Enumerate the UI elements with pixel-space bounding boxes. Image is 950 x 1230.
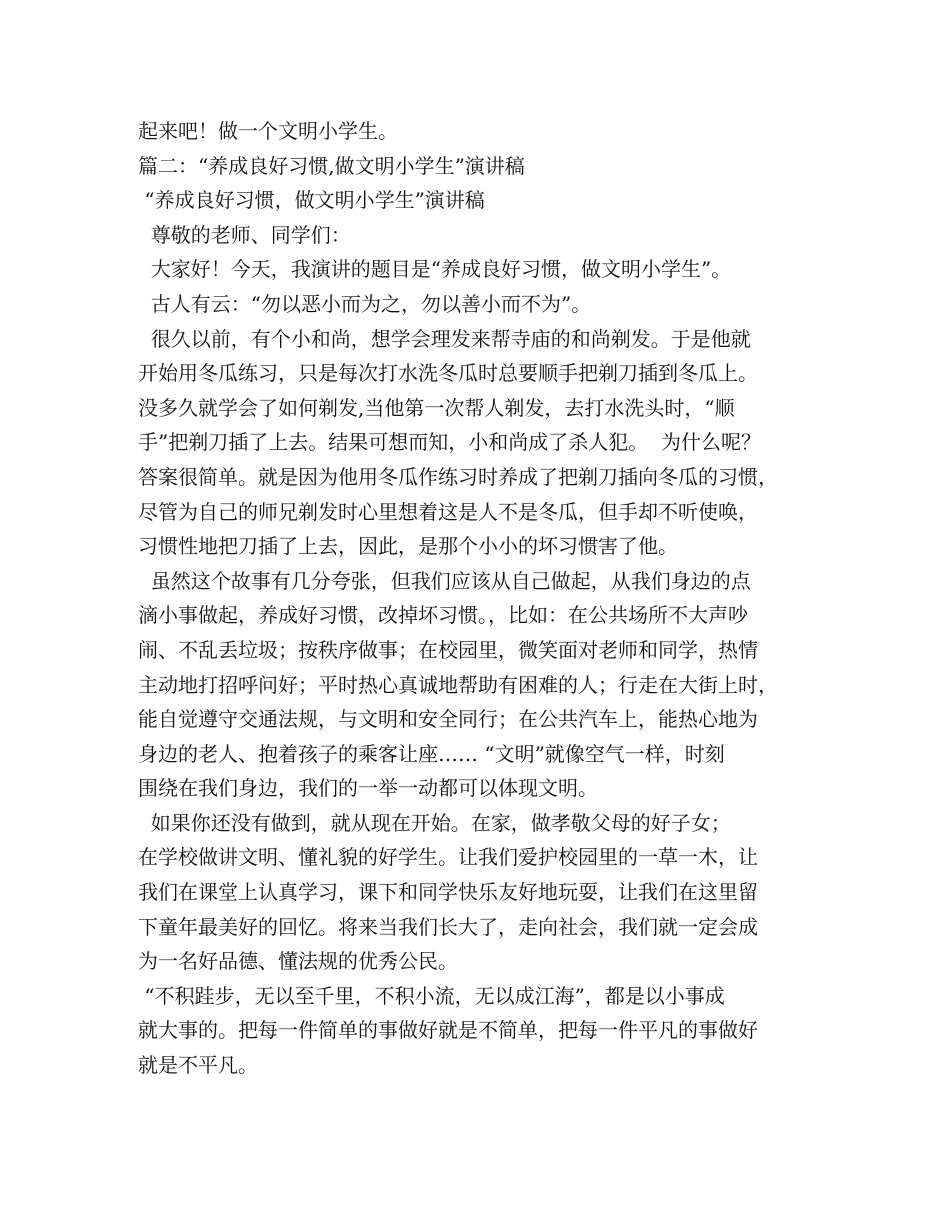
text-line: 身边的老人、抱着孩子的乘客让座…… “文明”就像空气一样，时刻	[138, 741, 725, 766]
text-line: 习惯性地把刀插了上去，因此，是那个小小的坏习惯害了他。	[138, 534, 678, 559]
text-line: “养成良好习惯，做文明小学生”演讲稿	[138, 188, 485, 213]
text-line: 就大事的。把每一件简单的事做好就是不简单，把每一件平凡的事做好	[138, 1018, 758, 1043]
text-line: 起来吧！做一个文明小学生。	[138, 119, 398, 143]
text-line: 手”把剃刀插了上去。结果可想而知，小和尚成了杀人犯。 为什么呢？	[138, 430, 761, 455]
text-line: “不积跬步，无以至千里，不积小流，无以成江海”，都是以小事成	[138, 983, 725, 1008]
text-line: 闹、不乱丢垃圾；按秩序做事；在校园里，微笑面对老师和同学，热情	[138, 637, 758, 662]
text-line: 能自觉遵守交通法规，与文明和安全同行；在公共汽车上，能热心地为	[138, 707, 758, 732]
text-line: 主动地打招呼问好；平时热心真诚地帮助有困难的人；行走在大街上时，	[138, 672, 778, 697]
text-line: 篇二：“养成良好习惯,做文明小学生”演讲稿	[138, 153, 525, 178]
text-line: 尊敬的老师、同学们：	[138, 222, 351, 247]
text-line: 我们在课堂上认真学习，课下和同学快乐友好地玩耍，让我们在这里留	[138, 880, 758, 905]
text-line: 大家好！今天，我演讲的题目是“养成良好习惯，做文明小学生”。	[138, 257, 732, 282]
text-line: 如果你还没有做到，就从现在开始。在家，做孝敬父母的好子女；	[138, 810, 731, 835]
text-line: 围绕在我们身边，我们的一举一动都可以体现文明。	[138, 776, 598, 801]
text-line: 答案很简单。就是因为他用冬瓜作练习时养成了把剃刀插向冬瓜的习惯，	[138, 464, 778, 489]
text-line: 虽然这个故事有几分夸张，但我们应该从自己做起，从我们身边的点	[138, 568, 751, 593]
text-line: 没多久就学会了如何剃发,当他第一次帮人剃发，去打水洗头时，“顺	[138, 395, 735, 420]
document-body	[138, 114, 838, 1083]
text-line: 古人有云：“勿以恶小而为之，勿以善小而不为”。	[138, 291, 592, 316]
text-line: 开始用冬瓜练习，只是每次打水洗冬瓜时总要顺手把剃刀插到冬瓜上。	[138, 361, 758, 386]
text-line: 下童年最美好的回忆。将来当我们长大了，走向社会，我们就一定会成	[138, 914, 758, 939]
text-line: 尽管为自己的师兄剃发时心里想着这是人不是冬瓜，但手却不听使唤，	[138, 499, 758, 524]
text-line: 在学校做讲文明、懂礼貌的好学生。让我们爱护校园里的一草一木，让	[138, 845, 758, 870]
text-line: 滴小事做起，养成好习惯，改掉坏习惯。，比如：在公共场所不大声吵	[138, 603, 748, 628]
text-line: 就是不平凡。	[138, 1053, 258, 1078]
text-line: 为一名好品德、懂法规的优秀公民。	[138, 949, 458, 974]
text-line: 很久以前，有个小和尚，想学会理发来帮寺庙的和尚剃发。于是他就	[138, 326, 751, 351]
